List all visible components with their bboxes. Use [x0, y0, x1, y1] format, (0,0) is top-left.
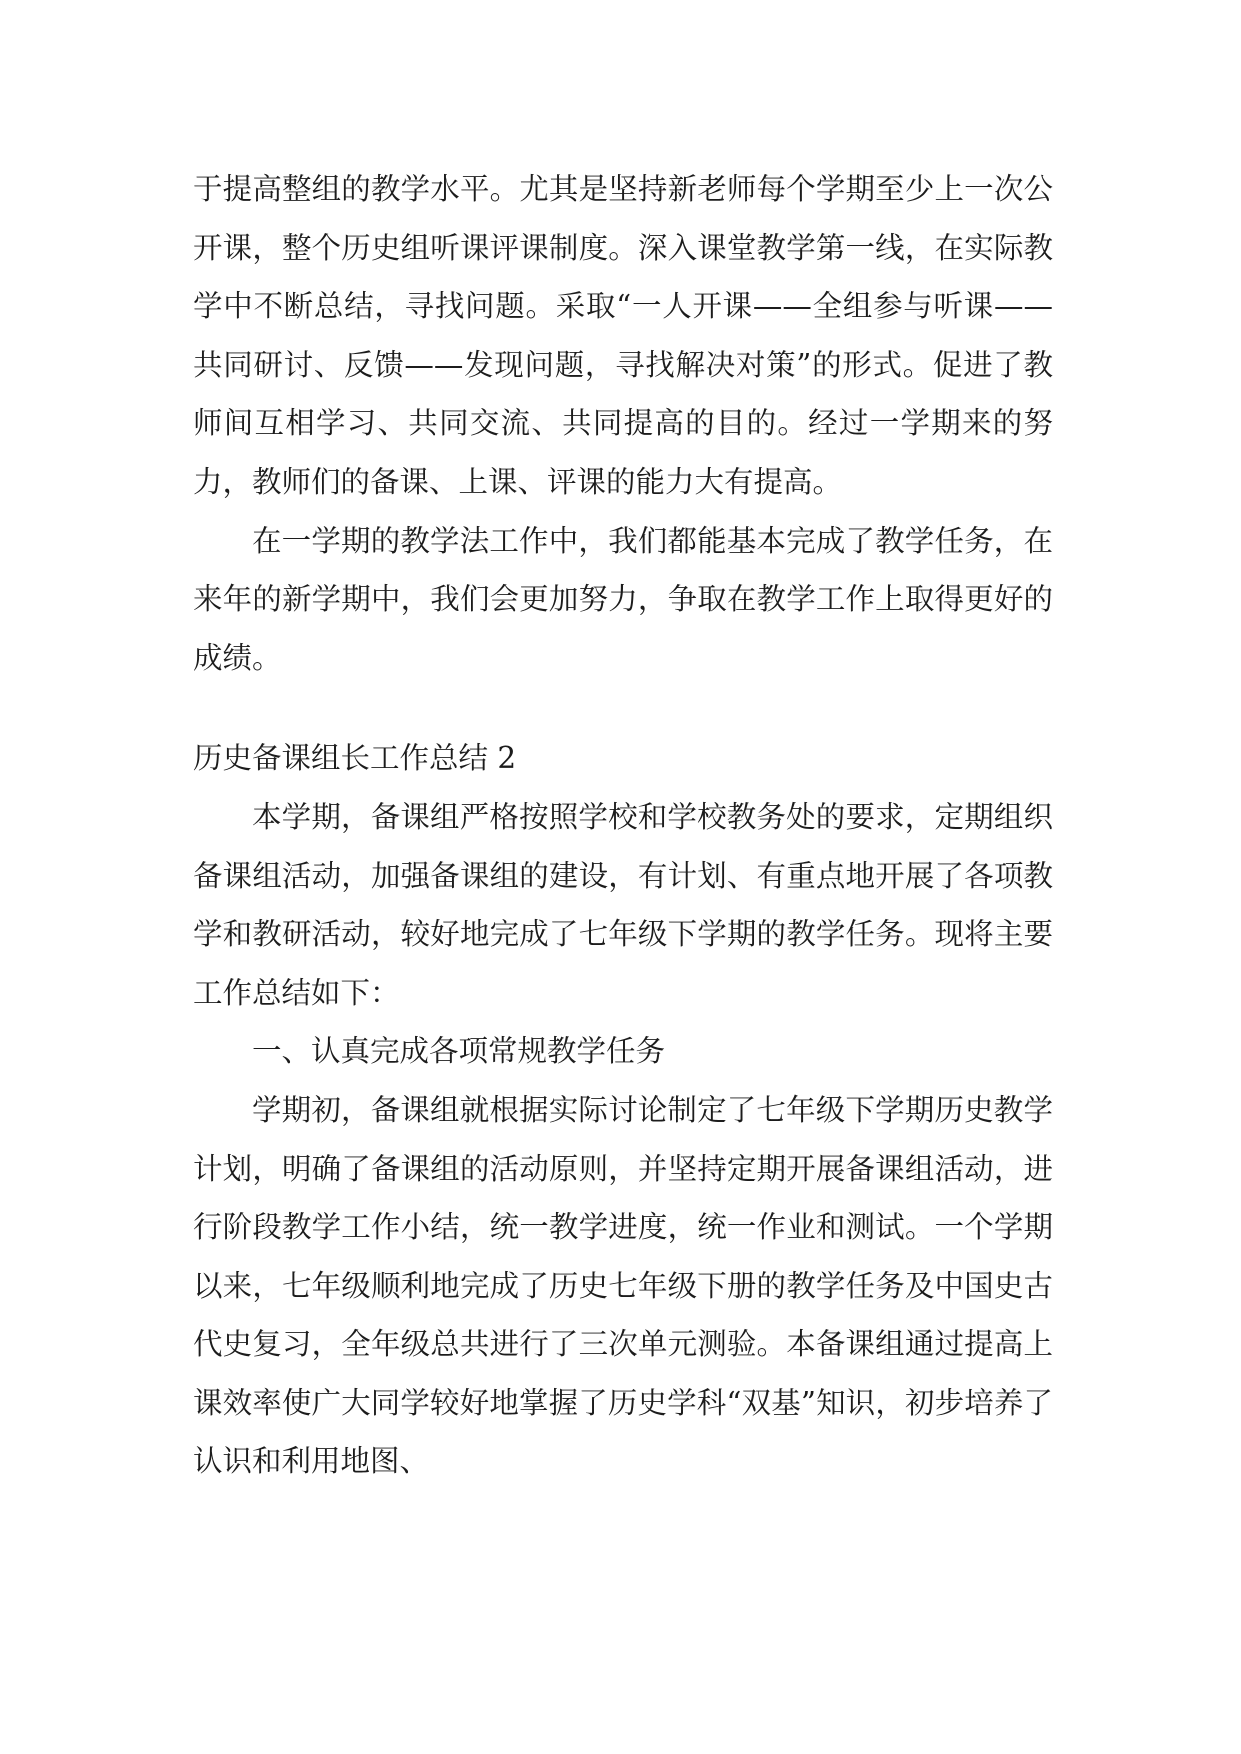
section-heading: 历史备课组长工作总结 2 [193, 741, 517, 776]
paragraph-intro: 本学期，备课组严格按照学校和学校教务处的要求，定期组织备课组活动，加强备课组的建设，有计划、有重点地开展了各项教学和教研活动，较好地完成了七年级下学期的教学任务。现将主要工作总结如下： [193, 799, 1053, 1010]
subheading-routine-tasks: 一、认真完成各项常规教学任务 [252, 1034, 666, 1069]
document-page [193, 160, 1053, 1491]
paragraph-continuation: 于提高整组的教学水平。尤其是坚持新老师每个学期至少上一次公开课，整个历史组听课评课制度。深入课堂教学第一线，在实际教学中不断总结，寻找问题。采取“一人开课——全组参与听课——共同研讨、反馈——发现问题，寻找解决对策”的形式。促进了教师间互相学习、共同交流、共同提高的目的。经过一学期来的努力，教师们的备课、上课、评课的能力大有提高。 [193, 172, 1053, 499]
paragraph-conclusion: 在一学期的教学法工作中，我们都能基本完成了教学任务，在来年的新学期中，我们会更加努力，争取在教学工作上取得更好的成绩。 [193, 523, 1053, 675]
paragraph-semester-start: 学期初，备课组就根据实际讨论制定了七年级下学期历史教学计划，明确了备课组的活动原则，并坚持定期开展备课组活动，进行阶段教学工作小结，统一教学进度，统一作业和测试。一个学期以来，七年级顺利地完成了历史七年级下册的教学任务及中国史古代史复习，全年级总共进行了三次单元测验。本备课组通过提高上课效率使广大同学较好地掌握了历史学科“双基”知识，初步培养了认识和利用地图、 [193, 1092, 1053, 1479]
